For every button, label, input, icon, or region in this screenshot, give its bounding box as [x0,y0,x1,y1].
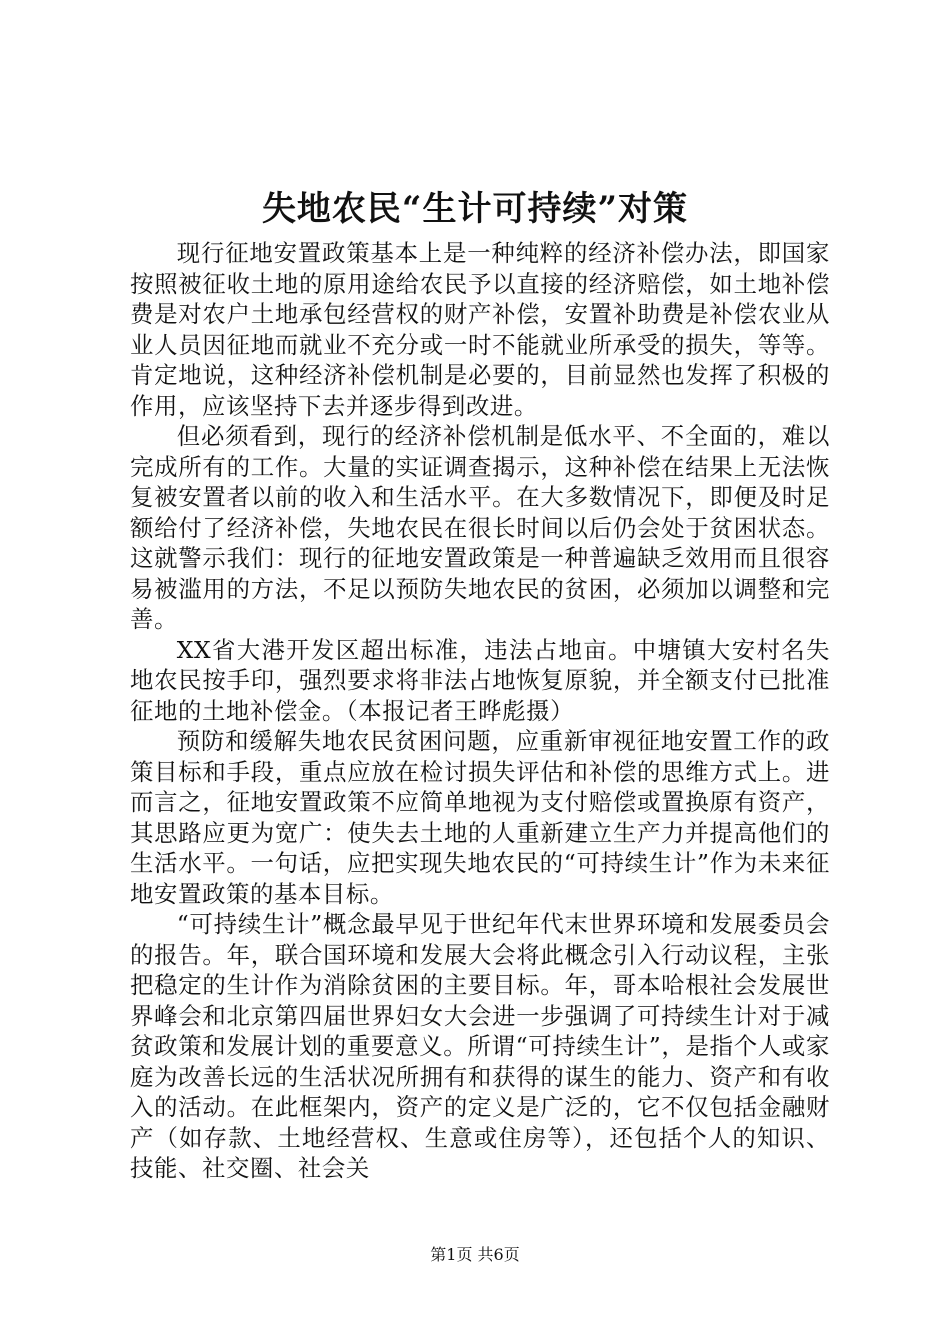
paragraph-4: 预防和缓解失地农民贫困问题，应重新审视征地安置工作的政策目标和手段，重点应放在检讨损失评估和补偿的思维方式上。进而言之，征地安置政策不应简单地视为支付赔偿或置换原有资产，其思路应更为宽广：使失去土地的人重新建立生产力并提高他们的生活水平。一句话，应把实现失地农民的“可持续生计”作为未来征地安置政策的基本目标。 [130,727,830,908]
paragraph-1: 现行征地安置政策基本上是一种纯粹的经济补偿办法，即国家按照被征收土地的原用途给农民予以直接的经济赔偿，如土地补偿费是对农户土地承包经营权的财产补偿，安置补助费是补偿农业从业人员因征地而就业不充分或一时不能就业所承受的损失，等等。肯定地说，这种经济补偿机制是必要的，目前显然也发挥了积极的作用，应该坚持下去并逐步得到改进。 [130,239,830,420]
page-footer: 第1页 共6页 [430,1245,520,1264]
document-body [130,238,830,1184]
paragraph-3: XX省大港开发区超出标准，违法占地亩。中塘镇大安村名失地农民按手印，强烈要求将非法占地恢复原貌，并全额支付已批准征地的土地补偿金。（本报记者王晔彪摄） [130,635,830,725]
paragraph-5: “可持续生计”概念最早见于世纪年代末世界环境和发展委员会的报告。年，联合国环境和发展大会将此概念引入行动议程，主张把稳定的生计作为消除贫困的主要目标。年，哥本哈根社会发展世界峰会和北京第四届世界妇女大会进一步强调了可持续生计对于减贫政策和发展计划的重要意义。所谓“可持续生计”，是指个人或家庭为改善长远的生活状况所拥有和获得的谋生的能力、资产和有收入的活动。在此框架内，资产的定义是广泛的，它不仅包括金融财产（如存款、土地经营权、生意或住房等），还包括个人的知识、技能、社交圈、社会关 [130,910,830,1182]
paragraph-2: 但必须看到，现行的经济补偿机制是低水平、不全面的，难以完成所有的工作。大量的实证调查揭示，这种补偿在结果上无法恢复被安置者以前的收入和生活水平。在大多数情况下，即便及时足额给付了经济补偿，失地农民在很长时间以后仍会处于贫困状态。这就警示我们：现行的征地安置政策是一种普遍缺乏效用而且很容易被滥用的方法，不足以预防失地农民的贫困，必须加以调整和完善。 [130,422,830,633]
document-title: 失地农民“生计可持续”对策 [261,189,689,229]
